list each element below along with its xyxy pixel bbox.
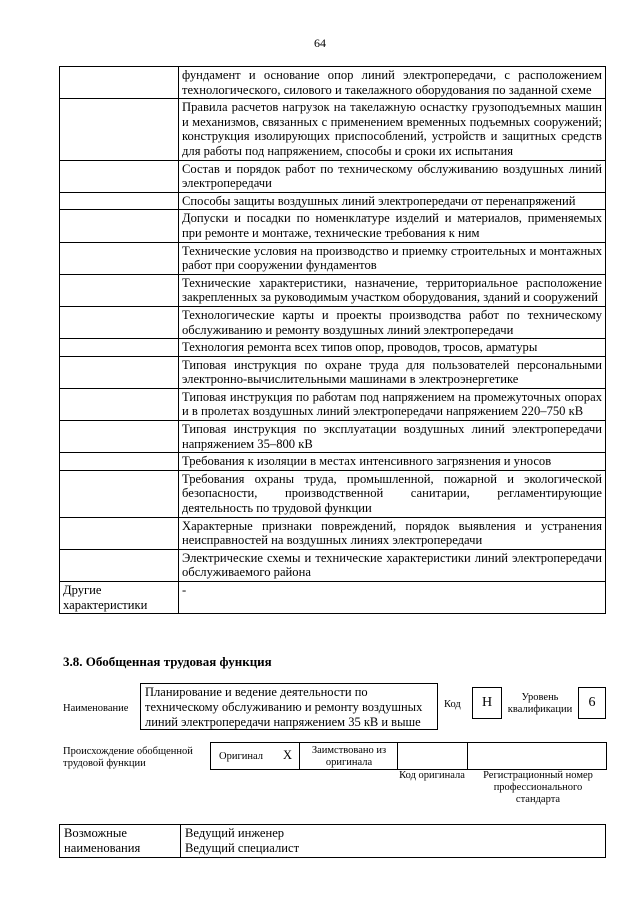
divider — [467, 743, 468, 769]
requirement-text: Типовая инструкция по охране труда для пользователей персональными электронно-вычислительными машинами в электроэнергетике — [179, 356, 606, 388]
requirement-row — [60, 210, 606, 242]
other-label: Другие характеристики — [60, 582, 179, 614]
requirement-label-cell — [60, 339, 179, 357]
code-value: Н — [481, 695, 493, 710]
requirement-label-cell — [60, 421, 179, 453]
code-label: Код — [444, 699, 461, 710]
positions-label-cell — [60, 825, 181, 858]
level-value: 6 — [588, 695, 596, 710]
requirement-row — [60, 453, 606, 471]
requirement-text: Типовая инструкция по эксплуатации воздушных линий электропередачи напряжением 35–800 кВ — [179, 421, 606, 453]
level-label: Уровень квалификации — [507, 692, 573, 715]
requirement-text: Допуски и посадки по номенклатуре изделий и материалов, применяемых при ремонте и монтаже, технические требования к ним — [179, 210, 606, 242]
requirement-row — [60, 160, 606, 192]
origin-label: Происхождение обобщенной трудовой функции — [63, 746, 193, 769]
divider — [397, 743, 398, 769]
borrowed-label: Заимствовано из оригинала — [311, 745, 387, 768]
requirement-row — [60, 192, 606, 210]
positions-label: Возможные наименования — [64, 826, 141, 855]
requirement-label-cell — [60, 210, 179, 242]
requirement-label-cell — [60, 549, 179, 581]
name-label: Наименование — [63, 703, 129, 714]
requirement-row — [60, 356, 606, 388]
page-number: 64 — [314, 36, 326, 50]
positions-table — [59, 824, 606, 858]
requirement-row — [60, 470, 606, 517]
requirement-row — [60, 388, 606, 420]
requirement-row — [60, 67, 606, 99]
requirement-row — [60, 306, 606, 338]
requirement-label-cell — [60, 274, 179, 306]
original-mark: X — [283, 748, 293, 762]
requirement-row — [60, 99, 606, 160]
code-box — [472, 687, 502, 719]
requirement-text: Технологические карты и проекты производства работ по техническому обслуживанию и ремонту воздушных линий электропередачи — [179, 306, 606, 338]
function-name-box — [140, 683, 438, 730]
requirement-text: Типовая инструкция по работам под напряжением на промежуточных опорах и в пролетах воздушных линий электропередачи напряжением 220–750 кВ — [179, 388, 606, 420]
requirement-text: Технические характеристики, назначение, территориальное расположение закрепленных за руководимым участком оборудования, зданий и сооружений — [179, 274, 606, 306]
requirement-text: Требования к изоляции в местах интенсивного загрязнения и уносов — [179, 453, 606, 471]
requirement-text: Технология ремонта всех типов опор, проводов, тросов, арматуры — [179, 339, 606, 357]
other-row — [60, 582, 606, 614]
requirement-label-cell — [60, 160, 179, 192]
requirement-label-cell — [60, 470, 179, 517]
requirement-text: Состав и порядок работ по техническому обслуживанию воздушных линий электропередачи — [179, 160, 606, 192]
requirement-label-cell — [60, 356, 179, 388]
function-name-value: Планирование и ведение деятельности по техническому обслуживанию и ремонту воздушных линий электропередачи напряжением 35 кВ и выше — [145, 685, 423, 729]
requirements-table — [59, 66, 606, 614]
requirement-label-cell — [60, 306, 179, 338]
requirement-text: Правила расчетов нагрузок на такелажную оснастку грузоподъемных машин и механизмов, связанных с применением временных подъемных сооружений; конструкция изолирующих приспособлений, устройств и защитных средств для работы под напряжением, способы и сроки их испытания — [179, 99, 606, 160]
requirement-text: Электрические схемы и технические характеристики линий электропередачи обслуживаемого района — [179, 549, 606, 581]
origin-table — [210, 742, 607, 770]
reg-caption: Регистрационный номер профессионального стандарта — [483, 770, 593, 805]
requirement-text: Способы защиты воздушных линий электропередачи от перенапряжений — [179, 192, 606, 210]
requirement-row — [60, 549, 606, 581]
original-label: Оригинал — [219, 751, 263, 762]
requirement-label-cell — [60, 99, 179, 160]
requirement-label-cell — [60, 192, 179, 210]
positions-values-cell — [181, 825, 606, 858]
other-value: - — [179, 582, 606, 614]
requirement-label-cell — [60, 242, 179, 274]
divider — [299, 743, 300, 769]
requirement-text: Требования охраны труда, промышленной, пожарной и экологической безопасности, производственной санитарии, регламентирующие деятельность по трудовой функции — [179, 470, 606, 517]
code-caption: Код оригинала — [399, 770, 465, 781]
requirement-label-cell — [60, 453, 179, 471]
requirement-row — [60, 421, 606, 453]
requirement-text: Характерные признаки повреждений, порядок выявления и устранения неисправностей на воздушных линиях электропередачи — [179, 517, 606, 549]
position-item: Ведущий специалист — [185, 841, 300, 855]
requirement-text: фундамент и основание опор линий электропередачи, с расположением технологического, силового и такелажного оборудования по заданной схеме — [179, 67, 606, 99]
requirement-text: Технические условия на производство и приемку строительных и монтажных работ при сооружении фундаментов — [179, 242, 606, 274]
requirement-label-cell — [60, 67, 179, 99]
level-box — [578, 687, 606, 719]
requirement-row — [60, 274, 606, 306]
requirement-row — [60, 339, 606, 357]
requirement-label-cell — [60, 517, 179, 549]
requirement-row — [60, 242, 606, 274]
position-item: Ведущий инженер — [185, 826, 285, 840]
section-title: 3.8. Обобщенная трудовая функция — [63, 654, 272, 669]
requirement-label-cell — [60, 388, 179, 420]
requirement-row — [60, 517, 606, 549]
